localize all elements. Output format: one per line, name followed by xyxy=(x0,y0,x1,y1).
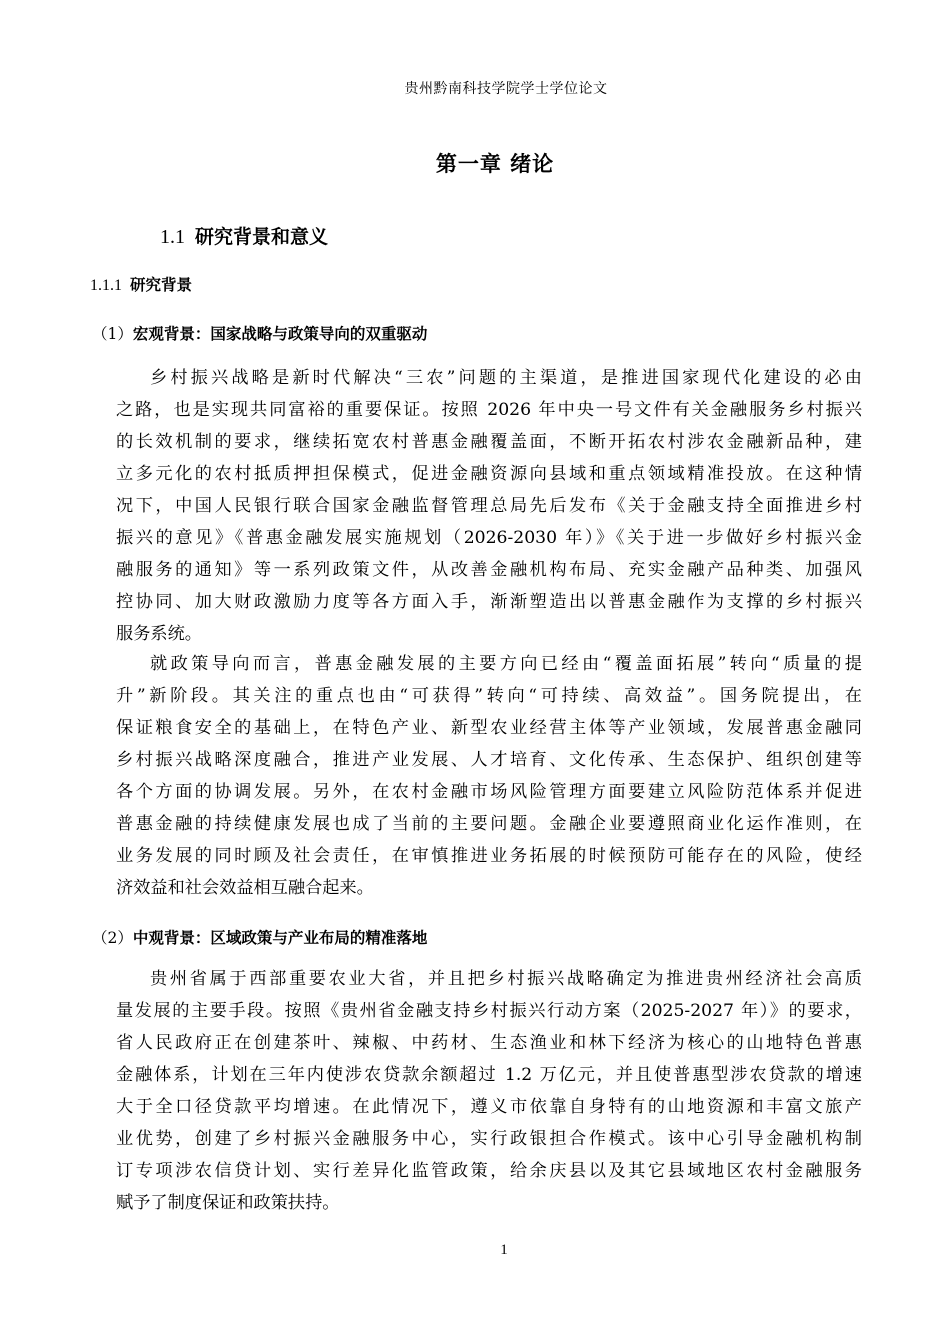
text-line: 乡村振兴战略是新时代解决“三农”问题的主渠道，是推进国家现代化建设的必由 xyxy=(150,368,862,388)
part2-heading xyxy=(92,926,427,948)
text-line: 之路，也是实现共同富裕的重要保证。按照 2026 年中央一号文件有关金融服务乡村振兴 xyxy=(116,400,862,420)
text-line: 况下，中国人民银行联合国家金融监督管理总局先后发布《关于金融支持全面推进乡村 xyxy=(116,496,862,516)
text-line: 控协同、加大财政激励力度等各方面入手，渐渐塑造出以普惠金融作为支撑的乡村振兴 xyxy=(116,592,862,612)
part1-heading xyxy=(92,322,427,344)
text-line: 业务发展的同时顾及社会责任，在审慎推进业务拓展的时候预防可能存在的风险，使经 xyxy=(116,846,862,866)
text-line: 大于全口径贷款平均增速。在此情况下，遵义市依靠自身特有的山地资源和丰富文旅产 xyxy=(116,1097,862,1117)
text-line: 保证粮食安全的基础上，在特色产业、新型农业经营主体等产业领域，发展普惠金融同 xyxy=(116,718,862,738)
section-title-text: 研究背景和意义 xyxy=(195,226,329,248)
chapter-title: 第一章 绪论 xyxy=(435,152,555,176)
running-header: 贵州黔南科技学院学士学位论文 xyxy=(404,81,608,97)
text-line: 量发展的主要手段。按照《贵州省金融支持乡村振兴行动方案（2025-2027 年）》的要求， xyxy=(116,1001,862,1021)
text-line: 立多元化的农村抵质押担保模式，促进金融资源向县域和重点领域精准投放。在这种情 xyxy=(116,464,862,484)
text-line: 济效益和社会效益相互融合起来。 xyxy=(116,878,374,898)
text-line: 金融体系，计划在三年内使涉农贷款余额超过 1.2 万亿元，并且使普惠型涉农贷款的增速 xyxy=(116,1065,862,1085)
text-line: 融服务的通知》等一系列政策文件，从改善金融机构布局、充实金融产品种类、加强风 xyxy=(116,560,862,580)
text-line: 订专项涉农信贷计划、实行差异化监管政策，给余庆县以及其它县域地区农村金融服务 xyxy=(116,1161,862,1181)
text-line: 振兴的意见》《普惠金融发展实施规划（2026-2030 年）》《关于进一步做好乡村振兴金 xyxy=(116,528,862,548)
page-number: 1 xyxy=(500,1242,508,1258)
part1-paragraph-2 xyxy=(116,648,862,904)
text-line: 普惠金融的持续健康发展也成了当前的主要问题。金融企业要遵照商业化运作准则，在 xyxy=(116,814,862,834)
text-line: 贵州省属于西部重要农业大省，并且把乡村振兴战略确定为推进贵州经济社会高质 xyxy=(150,969,862,989)
text-line: 各个方面的协调发展。另外，在农村金融市场风险管理方面要建立风险防范体系并促进 xyxy=(116,782,862,802)
part2-paragraph-1 xyxy=(116,963,862,1219)
part1-heading-text: 宏观背景：国家战略与政策导向的双重驱动 xyxy=(132,325,428,343)
part1-paragraph-1 xyxy=(116,362,862,650)
text-line: 业优势，创建了乡村振兴金融服务中心，实行政银担合作模式。该中心引导金融机构制 xyxy=(116,1129,862,1149)
text-line: 服务系统。 xyxy=(116,624,202,644)
text-line: 升”新阶段。其关注的重点也由“可获得”转向“可持续、高效益”。国务院提出，在 xyxy=(116,686,862,706)
part2-heading-number: （2） xyxy=(92,929,133,947)
section-number: 1.1 xyxy=(160,226,185,248)
text-line: 乡村振兴战略深度融合，推进产业发展、人才培育、文化传承、生态保护、组织创建等 xyxy=(116,750,862,770)
text-line: 赋予了制度保证和政策扶持。 xyxy=(116,1193,340,1213)
text-line: 就政策导向而言，普惠金融发展的主要方向已经由“覆盖面拓展”转向“质量的提 xyxy=(150,654,862,674)
subsection-title-text: 研究背景 xyxy=(130,276,193,294)
part2-heading-text: 中观背景：区域政策与产业布局的精准落地 xyxy=(132,929,428,947)
subsection-title xyxy=(90,273,192,295)
text-line: 的长效机制的要求，继续拓宽农村普惠金融覆盖面，不断开拓农村涉农金融新品种，建 xyxy=(116,432,862,452)
text-line: 省人民政府正在创建茶叶、辣椒、中药材、生态渔业和林下经济为核心的山地特色普惠 xyxy=(116,1033,862,1053)
part1-heading-number: （1） xyxy=(92,325,133,343)
subsection-number: 1.1.1 xyxy=(90,277,122,294)
section-title xyxy=(160,222,328,249)
